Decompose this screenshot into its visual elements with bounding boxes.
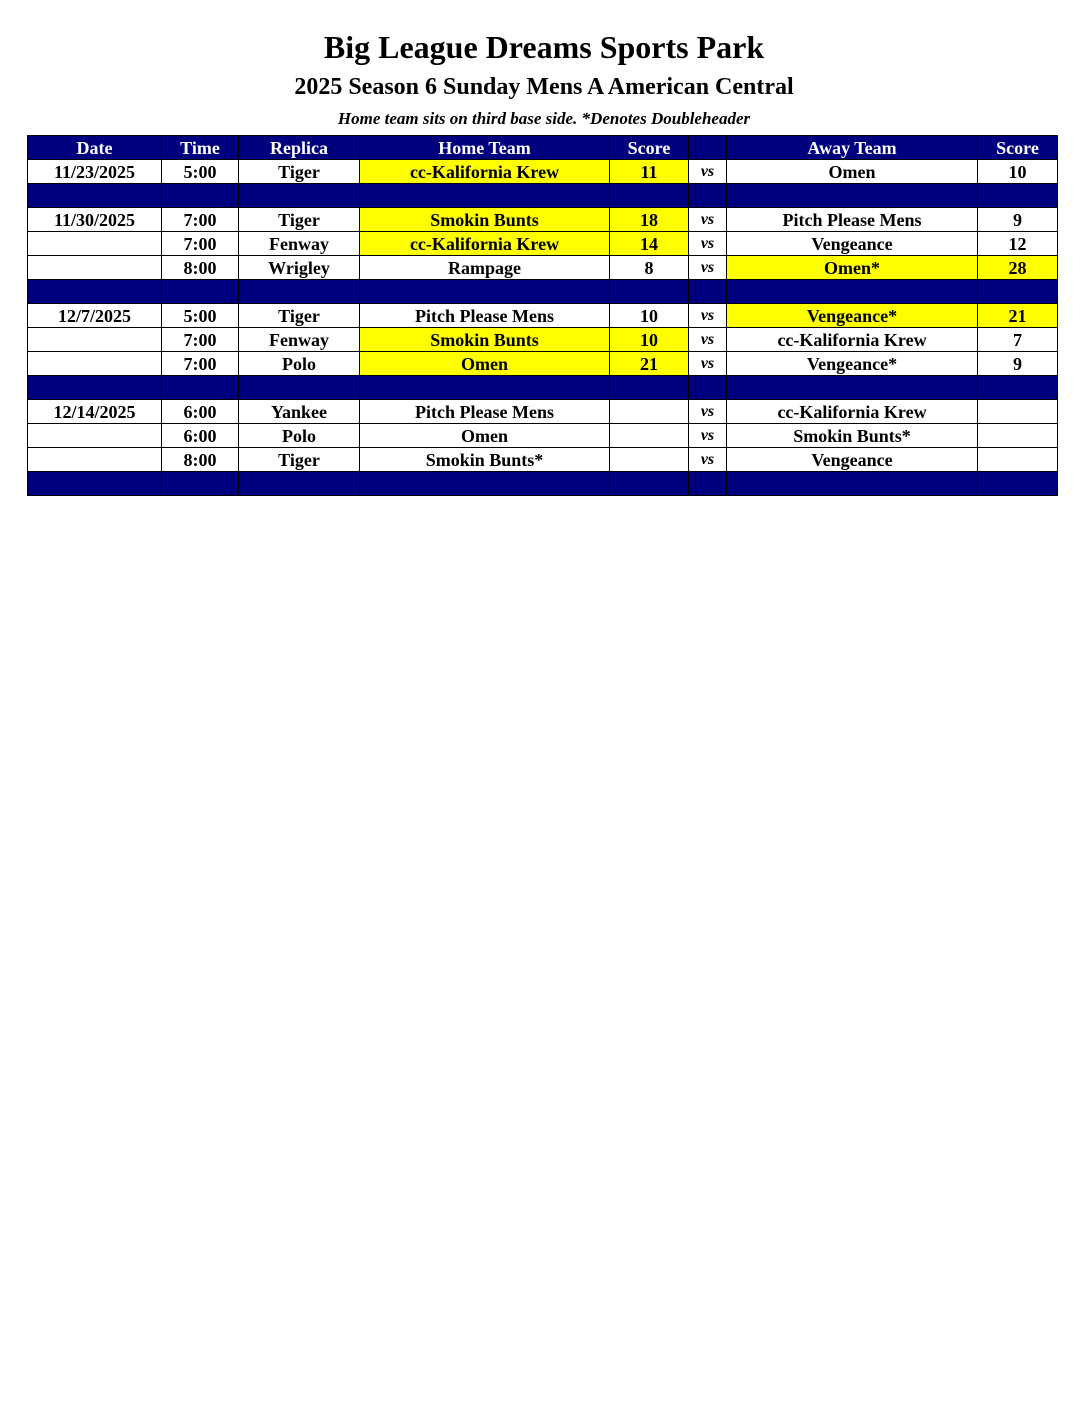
home-score-cell: 10 [610, 328, 689, 352]
separator-cell [360, 280, 610, 304]
separator-cell [360, 472, 610, 496]
separator-cell [689, 376, 727, 400]
separator-cell [727, 376, 978, 400]
vs-cell: vs [689, 256, 727, 280]
separator-cell [28, 472, 162, 496]
replica-cell: Wrigley [239, 256, 360, 280]
time-cell: 7:00 [162, 328, 239, 352]
schedule-note: Home team sits on third base side. *Denotes Doubleheader [337, 109, 751, 128]
replica-cell: Polo [239, 424, 360, 448]
table-row [28, 256, 1058, 280]
separator-cell [610, 472, 689, 496]
time-cell: 8:00 [162, 448, 239, 472]
home-score-cell: 14 [610, 232, 689, 256]
separator-cell [610, 376, 689, 400]
replica-cell: Fenway [239, 232, 360, 256]
table-row [28, 352, 1058, 376]
table-row [28, 448, 1058, 472]
home-score-cell [610, 424, 689, 448]
vs-cell: vs [689, 328, 727, 352]
home-team-cell: Rampage [360, 256, 610, 280]
separator-cell [239, 376, 360, 400]
col-header-replica: Replica [239, 136, 360, 160]
separator-row [28, 376, 1058, 400]
away-score-cell: 12 [978, 232, 1058, 256]
home-team-cell: cc-Kalifornia Krew [360, 232, 610, 256]
date-cell: 11/23/2025 [28, 160, 162, 184]
home-team-cell: Smokin Bunts [360, 208, 610, 232]
vs-cell: vs [689, 232, 727, 256]
date-cell: 11/30/2025 [28, 208, 162, 232]
separator-cell [239, 472, 360, 496]
separator-cell [689, 472, 727, 496]
away-score-cell: 9 [978, 208, 1058, 232]
home-score-cell: 10 [610, 304, 689, 328]
vs-cell: vs [689, 208, 727, 232]
col-header-home-score: Score [610, 136, 689, 160]
page-title: Big League Dreams Sports Park [323, 29, 765, 65]
home-score-cell [610, 448, 689, 472]
date-cell [28, 352, 162, 376]
away-score-cell: 9 [978, 352, 1058, 376]
away-team-cell: Smokin Bunts* [727, 424, 978, 448]
page-subtitle: 2025 Season 6 Sunday Mens A American Central [294, 74, 794, 100]
away-score-cell [978, 400, 1058, 424]
separator-row [28, 280, 1058, 304]
separator-cell [689, 280, 727, 304]
home-team-cell: Smokin Bunts* [360, 448, 610, 472]
vs-cell: vs [689, 400, 727, 424]
separator-cell [28, 184, 162, 208]
separator-cell [727, 280, 978, 304]
home-team-cell: Pitch Please Mens [360, 400, 610, 424]
table-header-row [28, 136, 1058, 160]
replica-cell: Polo [239, 352, 360, 376]
separator-cell [239, 184, 360, 208]
table-row [28, 232, 1058, 256]
separator-row [28, 184, 1058, 208]
separator-cell [689, 184, 727, 208]
separator-cell [610, 280, 689, 304]
away-score-cell [978, 448, 1058, 472]
date-cell: 12/14/2025 [28, 400, 162, 424]
time-cell: 8:00 [162, 256, 239, 280]
separator-cell [162, 280, 239, 304]
time-cell: 6:00 [162, 424, 239, 448]
separator-cell [239, 280, 360, 304]
col-header-away-team: Away Team [727, 136, 978, 160]
home-team-cell: cc-Kalifornia Krew [360, 160, 610, 184]
separator-cell [727, 184, 978, 208]
home-team-cell: Omen [360, 424, 610, 448]
away-score-cell: 7 [978, 328, 1058, 352]
home-team-cell: Smokin Bunts [360, 328, 610, 352]
replica-cell: Yankee [239, 400, 360, 424]
away-team-cell: Omen [727, 160, 978, 184]
vs-cell: vs [689, 424, 727, 448]
separator-cell [978, 376, 1058, 400]
away-score-cell: 28 [978, 256, 1058, 280]
away-team-cell: Vengeance [727, 448, 978, 472]
separator-cell [978, 280, 1058, 304]
away-team-cell: Vengeance* [727, 304, 978, 328]
separator-cell [28, 280, 162, 304]
replica-cell: Tiger [239, 448, 360, 472]
col-header-vs [689, 136, 727, 160]
date-cell: 12/7/2025 [28, 304, 162, 328]
col-header-date: Date [28, 136, 162, 160]
vs-cell: vs [689, 304, 727, 328]
table-row [28, 328, 1058, 352]
away-team-cell: cc-Kalifornia Krew [727, 400, 978, 424]
col-header-away-score: Score [978, 136, 1058, 160]
separator-cell [978, 472, 1058, 496]
table-row [28, 160, 1058, 184]
away-score-cell: 21 [978, 304, 1058, 328]
time-cell: 7:00 [162, 352, 239, 376]
time-cell: 7:00 [162, 208, 239, 232]
col-header-home-team: Home Team [360, 136, 610, 160]
date-cell [28, 424, 162, 448]
time-cell: 5:00 [162, 160, 239, 184]
table-row [28, 304, 1058, 328]
time-cell: 7:00 [162, 232, 239, 256]
home-score-cell: 8 [610, 256, 689, 280]
replica-cell: Fenway [239, 328, 360, 352]
separator-cell [727, 472, 978, 496]
date-cell [28, 256, 162, 280]
away-score-cell [978, 424, 1058, 448]
separator-cell [28, 376, 162, 400]
table-row [28, 400, 1058, 424]
away-score-cell: 10 [978, 160, 1058, 184]
separator-cell [162, 472, 239, 496]
table-row [28, 208, 1058, 232]
replica-cell: Tiger [239, 160, 360, 184]
separator-cell [978, 184, 1058, 208]
time-cell: 6:00 [162, 400, 239, 424]
home-score-cell: 21 [610, 352, 689, 376]
separator-cell [162, 184, 239, 208]
separator-cell [360, 376, 610, 400]
replica-cell: Tiger [239, 208, 360, 232]
table-row [28, 424, 1058, 448]
date-cell [28, 448, 162, 472]
vs-cell: vs [689, 352, 727, 376]
replica-cell: Tiger [239, 304, 360, 328]
vs-cell: vs [689, 448, 727, 472]
schedule-body [28, 160, 1058, 496]
separator-cell [360, 184, 610, 208]
separator-row [28, 472, 1058, 496]
home-team-cell: Omen [360, 352, 610, 376]
separator-cell [610, 184, 689, 208]
schedule-table [27, 135, 1058, 496]
separator-cell [162, 376, 239, 400]
date-cell [28, 328, 162, 352]
vs-cell: vs [689, 160, 727, 184]
away-team-cell: Vengeance [727, 232, 978, 256]
away-team-cell: Omen* [727, 256, 978, 280]
home-score-cell [610, 400, 689, 424]
home-team-cell: Pitch Please Mens [360, 304, 610, 328]
col-header-time: Time [162, 136, 239, 160]
home-score-cell: 11 [610, 160, 689, 184]
time-cell: 5:00 [162, 304, 239, 328]
away-team-cell: cc-Kalifornia Krew [727, 328, 978, 352]
home-score-cell: 18 [610, 208, 689, 232]
away-team-cell: Vengeance* [727, 352, 978, 376]
date-cell [28, 232, 162, 256]
away-team-cell: Pitch Please Mens [727, 208, 978, 232]
